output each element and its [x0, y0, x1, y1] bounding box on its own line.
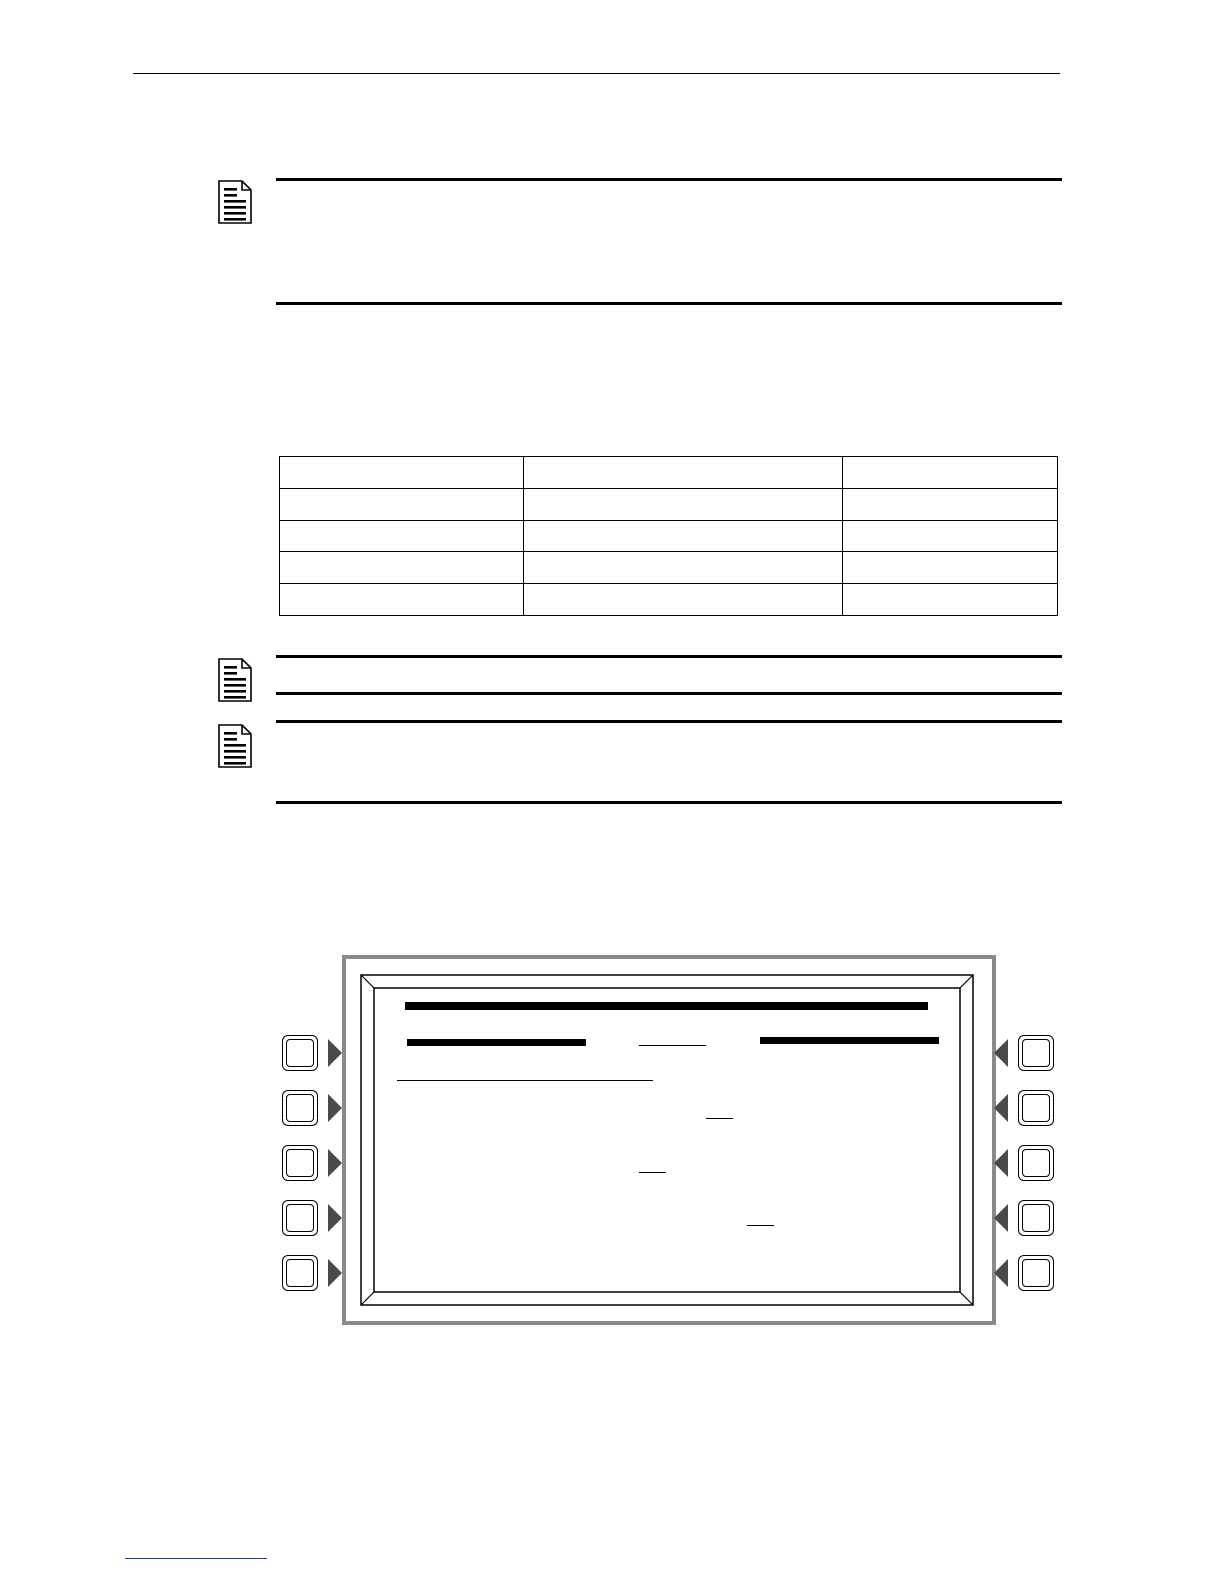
soft-key-left-3[interactable]: [282, 1145, 318, 1181]
screen-title-bar: [405, 1002, 928, 1010]
screen-field-underline: [639, 1172, 666, 1173]
screen-field-underline: [747, 1225, 774, 1226]
soft-key-left-1[interactable]: [282, 1035, 318, 1071]
note-top-rule: [276, 655, 1062, 658]
triangle-right-icon: [328, 1149, 342, 1177]
table-cell: [843, 488, 1058, 520]
screen-field-underline: [639, 1045, 706, 1046]
table-row: [280, 520, 1058, 552]
triangle-left-icon: [994, 1259, 1008, 1287]
table-cell: [280, 488, 524, 520]
screen-label-bar: [407, 1039, 586, 1046]
table-cell: [524, 457, 843, 489]
note-document-icon: [218, 724, 252, 768]
table-cell: [280, 457, 524, 489]
table-cell: [843, 457, 1058, 489]
table-cell: [280, 520, 524, 552]
screen-label-bar: [760, 1037, 939, 1044]
table-cell: [843, 552, 1058, 584]
data-table: [279, 456, 1058, 616]
triangle-left-icon: [994, 1094, 1008, 1122]
header-rule: [133, 73, 1060, 74]
lcd-screen-bezel: [360, 974, 974, 1306]
screen-field-underline: [706, 1118, 733, 1119]
note-bottom-rule: [276, 302, 1062, 305]
table-row: [280, 552, 1058, 584]
footer-link-underline[interactable]: [125, 1558, 267, 1559]
soft-key-left-2[interactable]: [282, 1090, 318, 1126]
table-cell: [843, 584, 1058, 616]
soft-key-right-5[interactable]: [1018, 1255, 1054, 1291]
triangle-right-icon: [328, 1039, 342, 1067]
table-row: [280, 584, 1058, 616]
triangle-left-icon: [994, 1149, 1008, 1177]
triangle-right-icon: [328, 1094, 342, 1122]
table-row: [280, 488, 1058, 520]
soft-key-left-5[interactable]: [282, 1255, 318, 1291]
note-top-rule: [276, 178, 1062, 181]
triangle-right-icon: [328, 1259, 342, 1287]
note-top-rule: [276, 720, 1062, 723]
table-cell: [524, 584, 843, 616]
note-bottom-rule: [276, 801, 1062, 804]
soft-key-right-2[interactable]: [1018, 1090, 1054, 1126]
triangle-right-icon: [328, 1204, 342, 1232]
soft-key-right-3[interactable]: [1018, 1145, 1054, 1181]
soft-key-left-4[interactable]: [282, 1200, 318, 1236]
table-row: [280, 457, 1058, 489]
table-cell: [524, 520, 843, 552]
table-cell: [524, 488, 843, 520]
soft-key-right-4[interactable]: [1018, 1200, 1054, 1236]
triangle-left-icon: [994, 1204, 1008, 1232]
screen-divider-line: [397, 1080, 653, 1081]
note-bottom-rule: [276, 692, 1062, 695]
note-document-icon: [218, 658, 252, 702]
soft-key-right-1[interactable]: [1018, 1035, 1054, 1071]
table-cell: [280, 584, 524, 616]
note-document-icon: [218, 180, 252, 224]
table-cell: [524, 552, 843, 584]
triangle-left-icon: [994, 1039, 1008, 1067]
table-cell: [843, 520, 1058, 552]
table-cell: [280, 552, 524, 584]
